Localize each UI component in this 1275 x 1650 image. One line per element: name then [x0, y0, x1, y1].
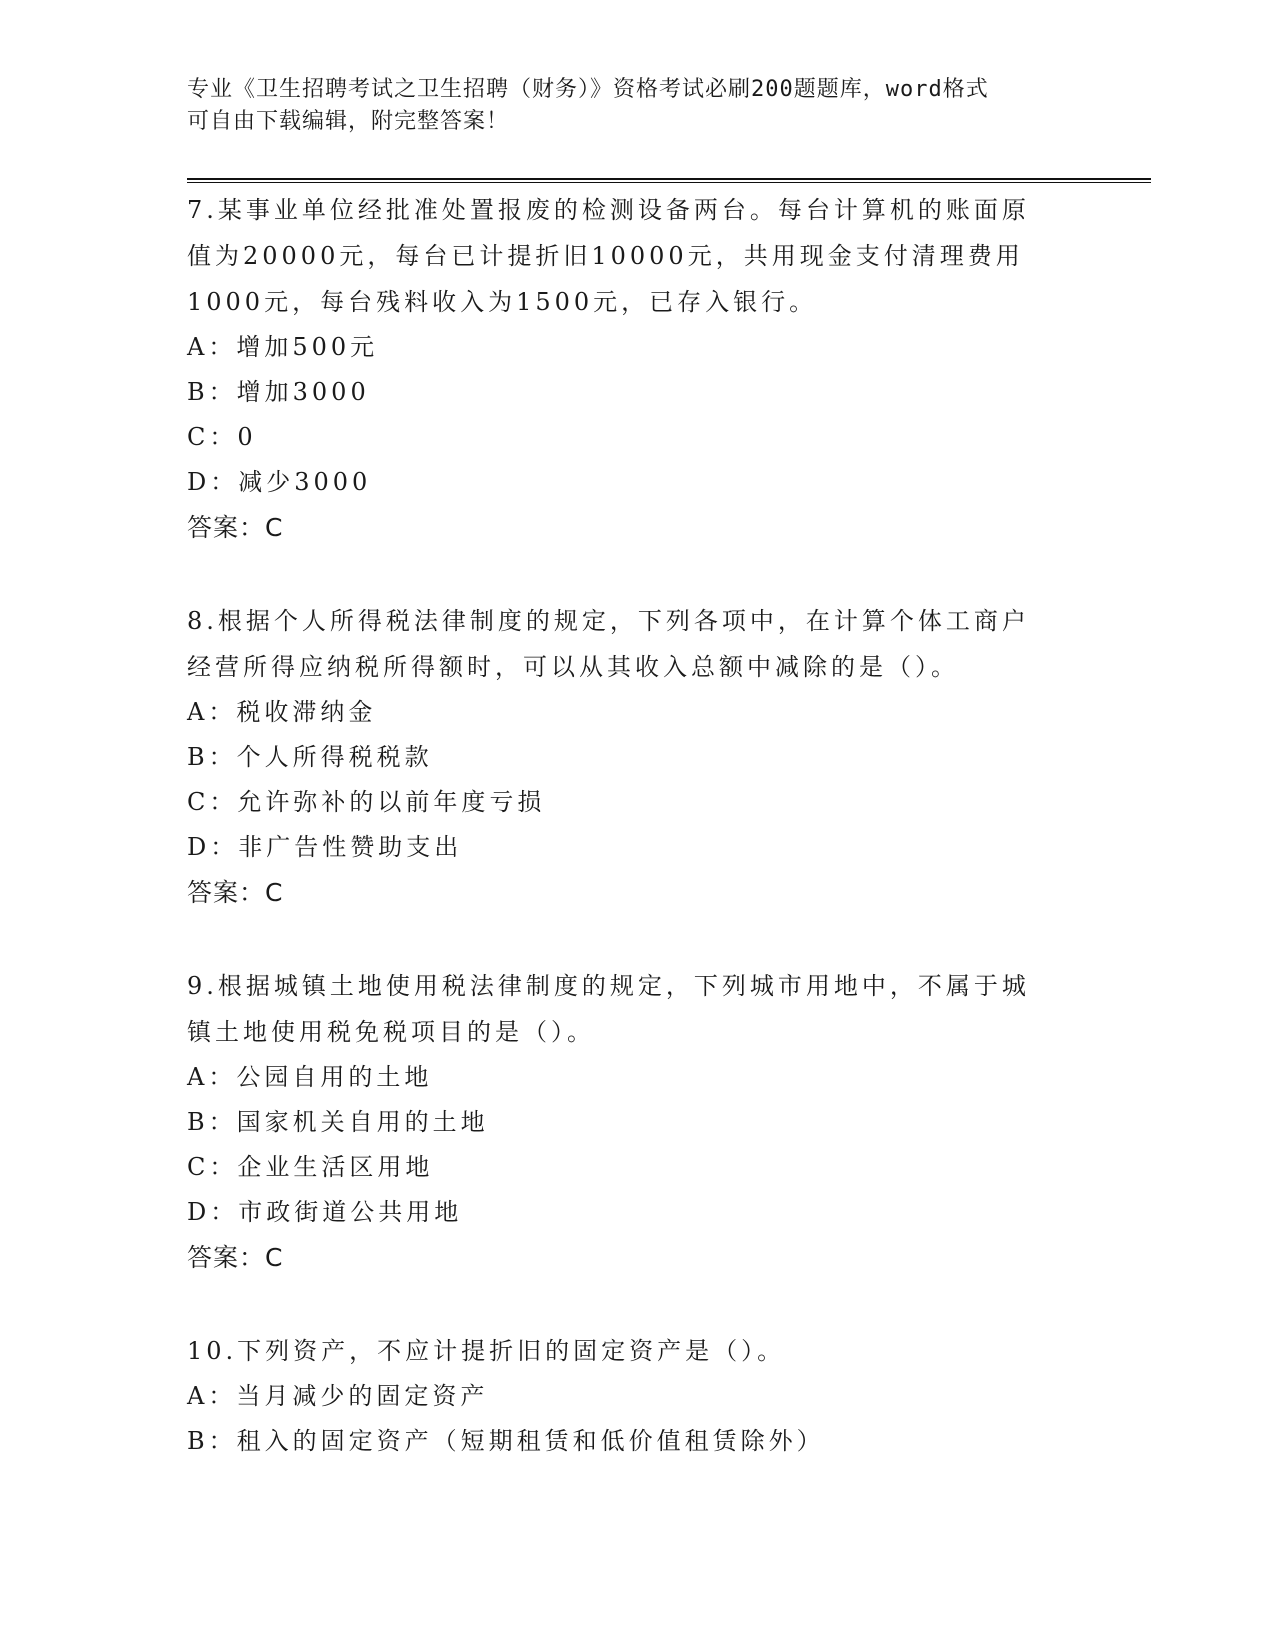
answer: 答案：C [187, 878, 284, 907]
option-c: C：企业生活区用地 [187, 1153, 434, 1181]
document-header [187, 74, 1067, 138]
option-b: B：租入的固定资产（短期租赁和低价值租赁除外） [187, 1427, 825, 1455]
question-8 [187, 598, 1087, 916]
answer: 答案：C [187, 1243, 284, 1272]
question-gap [187, 1281, 1087, 1328]
stem-line: 10.下列资产，不应计提折旧的固定资产是（）。 [187, 1337, 786, 1365]
question-gap [187, 916, 1087, 963]
answer: 答案：C [187, 513, 284, 542]
question-stem [187, 963, 1087, 1055]
stem-line: 镇土地使用税免税项目的是（）。 [187, 1018, 595, 1046]
header-divider-thin [187, 182, 1151, 183]
stem-line: 8.根据个人所得税法律制度的规定，下列各项中，在计算个体工商户 [187, 607, 1030, 635]
question-stem [187, 187, 1087, 325]
question-7 [187, 187, 1087, 551]
option-d: D：非广告性赞助支出 [187, 833, 463, 861]
stem-line: 7.某事业单位经批准处置报废的检测设备两台。每台计算机的账面原 [187, 196, 1030, 224]
question-9 [187, 963, 1087, 1281]
header-divider-thick [187, 178, 1151, 180]
option-b: B：个人所得税税款 [187, 743, 433, 771]
question-stem [187, 1328, 1087, 1374]
option-b: B：增加3000 [187, 378, 370, 406]
question-stem [187, 598, 1087, 690]
option-a: A：当月减少的固定资产 [187, 1382, 489, 1410]
stem-line: 1000元，每台残料收入为1500元，已存入银行。 [187, 288, 818, 316]
stem-line: 9.根据城镇土地使用税法律制度的规定，下列城市用地中，不属于城 [187, 972, 1030, 1000]
stem-line: 经营所得应纳税所得额时，可以从其收入总额中减除的是（）。 [187, 653, 959, 681]
stem-line: 值为20000元，每台已计提折旧10000元，共用现金支付清理费用 [187, 242, 1024, 270]
option-a: A：增加500元 [187, 333, 379, 361]
option-d: D：减少3000 [187, 468, 372, 496]
option-d: D：市政街道公共用地 [187, 1198, 463, 1226]
question-gap [187, 551, 1087, 598]
header-line-1: 专业《卫生招聘考试之卫生招聘（财务）》资格考试必刷200题题库，word格式 [187, 77, 989, 102]
option-a: A：税收滞纳金 [187, 698, 377, 726]
option-c: C：允许弥补的以前年度亏损 [187, 788, 546, 816]
option-a: A：公园自用的土地 [187, 1063, 433, 1091]
option-c: C：0 [187, 423, 257, 451]
question-10 [187, 1328, 1087, 1464]
question-list [187, 187, 1087, 1464]
option-b: B：国家机关自用的土地 [187, 1108, 489, 1136]
header-line-2: 可自由下载编辑，附完整答案！ [187, 109, 510, 134]
